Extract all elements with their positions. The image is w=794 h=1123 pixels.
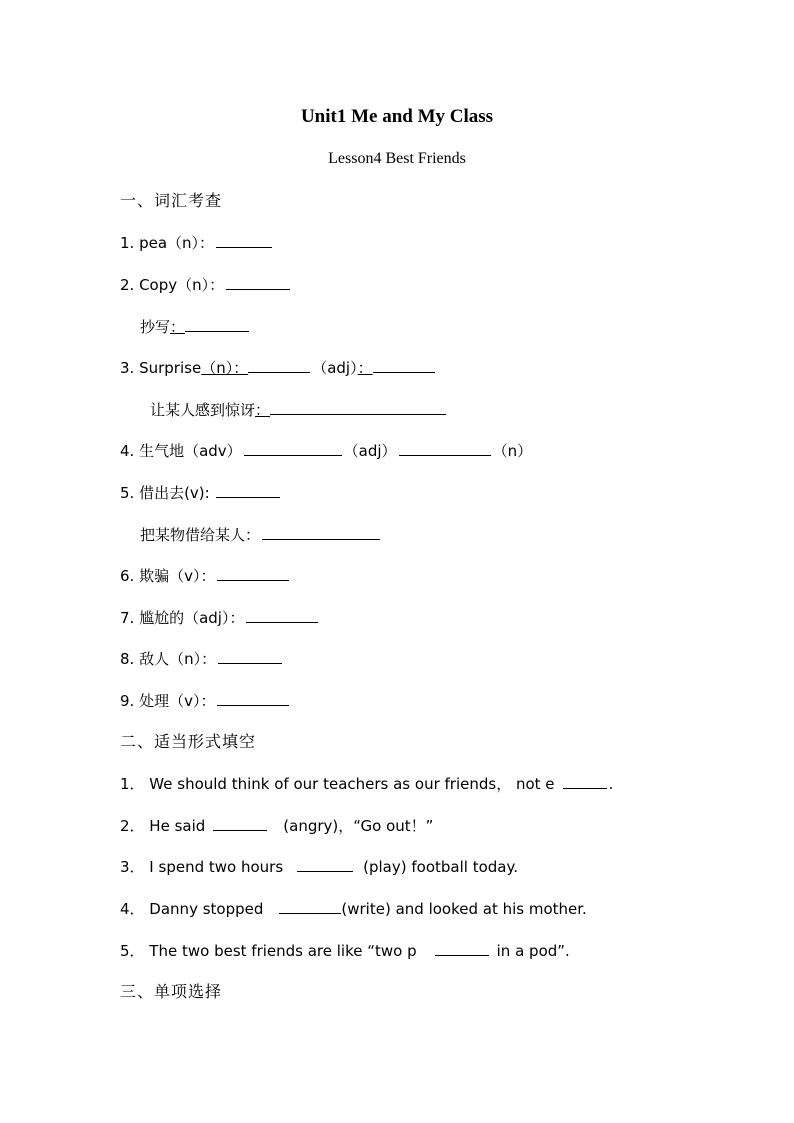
fill-item-3-end: (play) football today. — [363, 858, 518, 876]
vocab-item-8-label: 8. 敌人（n）： — [120, 650, 217, 668]
fill-item-4-text: 4． Danny stopped — [120, 900, 264, 918]
vocab-item-6 — [120, 565, 291, 587]
answer-blank — [248, 357, 310, 373]
answer-blank — [217, 690, 289, 706]
fill-item-1-text: 1． We should think of our teachers as our friends， not e — [120, 775, 555, 793]
fill-item-1-end: . — [608, 775, 614, 793]
vocab-item-2-label: 2. Copy（n）： — [120, 276, 225, 294]
answer-blank — [435, 940, 489, 956]
page-title: Unit1 Me and My Class — [300, 106, 494, 127]
fill-item-5-end: in a pod”. — [496, 942, 570, 960]
answer-blank — [373, 357, 435, 373]
answer-blank — [279, 898, 341, 914]
fill-item-2 — [120, 815, 433, 837]
answer-blank — [226, 274, 290, 290]
vocab-item-3 — [120, 357, 437, 379]
vocab-item-2-sub-colon: ： — [170, 318, 186, 336]
fill-item-3-text: 3． I spend two hours — [120, 858, 284, 876]
fill-item-1 — [120, 773, 613, 795]
fill-item-4 — [120, 898, 587, 920]
vocab-item-3-adj: （adj） — [312, 359, 358, 377]
fill-item-5-text: 5． The two best friends are like “two p — [120, 942, 417, 960]
vocab-item-3-adj-colon: ： — [357, 359, 373, 377]
answer-blank — [213, 815, 267, 831]
answer-blank — [563, 773, 607, 789]
vocab-item-5-sub — [140, 524, 382, 546]
fill-item-3 — [120, 856, 518, 878]
vocab-item-3-sub-colon: ： — [255, 401, 271, 419]
section-heading-fill-in: 二、适当形式填空 — [120, 732, 257, 751]
section-heading-multiple-choice: 三、单项选择 — [120, 982, 223, 1001]
vocab-item-2 — [120, 274, 292, 296]
answer-blank — [270, 399, 446, 415]
vocab-item-5-sub-label: 把某物借给某人： — [140, 526, 261, 544]
vocab-item-2-sub — [140, 316, 251, 338]
vocab-item-2-sub-label: 抄写 — [140, 318, 171, 336]
answer-blank — [185, 316, 249, 332]
vocab-item-8 — [120, 648, 284, 670]
fill-item-2-text: 2． He said — [120, 817, 206, 835]
vocab-item-3-label: 3. Surprise — [120, 359, 202, 377]
vocab-item-5-label: 5. 借出去(v): — [120, 484, 210, 502]
fill-item-4-end: (write) and looked at his mother. — [341, 900, 587, 918]
vocab-item-9-label: 9. 处理（v）： — [120, 692, 216, 710]
answer-blank — [218, 648, 282, 664]
vocab-item-4-label: 4. 生气地（adv） — [120, 442, 242, 460]
vocab-item-3-sub-label: 让某人感到惊讶 — [150, 401, 256, 419]
vocab-item-4 — [120, 440, 532, 462]
vocab-item-3-sub — [150, 399, 448, 421]
answer-blank — [216, 232, 272, 248]
vocab-item-3-noun: （n）： — [201, 359, 249, 377]
answer-blank — [399, 440, 491, 456]
vocab-item-4-noun: （n） — [492, 442, 533, 460]
answer-blank — [246, 607, 318, 623]
vocab-item-1 — [120, 232, 274, 254]
vocab-item-1-label: 1. pea（n）： — [120, 234, 215, 252]
vocab-item-9 — [120, 690, 291, 712]
vocab-item-7 — [120, 607, 320, 629]
answer-blank — [297, 856, 353, 872]
vocab-item-7-label: 7. 尴尬的（adj）： — [120, 609, 245, 627]
fill-item-5 — [120, 940, 570, 962]
page-subtitle: Lesson4 Best Friends — [328, 150, 466, 167]
answer-blank — [244, 440, 342, 456]
fill-item-2-end: (angry)，“Go out！” — [283, 817, 434, 835]
vocab-item-5 — [120, 482, 282, 504]
section-heading-vocabulary: 一、词汇考查 — [120, 191, 223, 210]
answer-blank — [262, 524, 380, 540]
vocab-item-6-label: 6. 欺骗（v）： — [120, 567, 216, 585]
answer-blank — [216, 482, 280, 498]
answer-blank — [217, 565, 289, 581]
vocab-item-4-adj: （adj） — [343, 442, 397, 460]
